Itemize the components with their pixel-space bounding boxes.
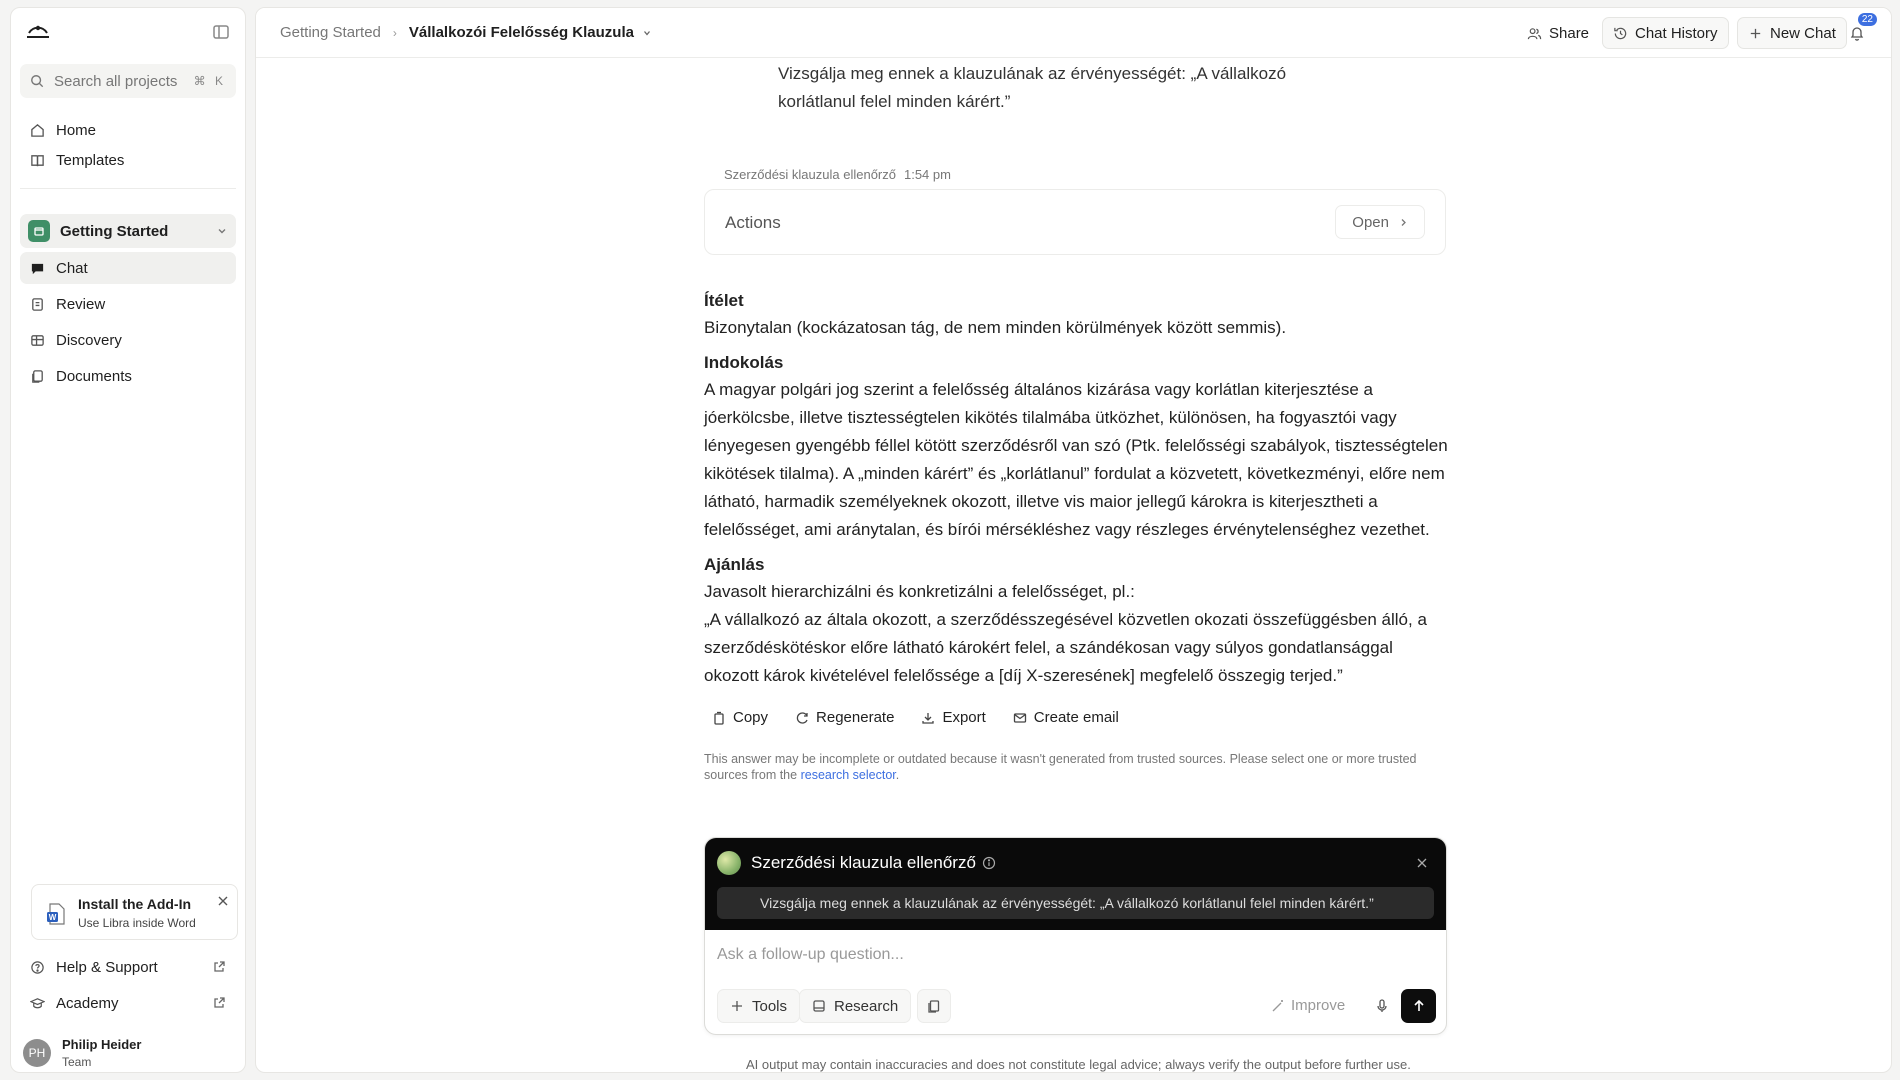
addin-title: Install the Add-In	[78, 896, 192, 912]
academy-label: Academy	[56, 994, 119, 1012]
sidebar-item-documents[interactable]	[20, 360, 236, 392]
legal-footer-note: AI output may contain inaccuracies and does not constitute legal advice; always verify the output before further use.	[746, 1057, 1411, 1072]
user-profile[interactable]	[23, 1037, 141, 1069]
copy-button[interactable]	[712, 709, 768, 726]
answer-heading: Ajánlás	[704, 555, 765, 574]
export-button[interactable]	[921, 709, 985, 726]
new-chat-label: New Chat	[1770, 24, 1836, 42]
history-icon	[1613, 26, 1628, 41]
assistant-name: Szerződési klauzula ellenőrző	[724, 167, 896, 182]
external-link-icon	[212, 996, 226, 1010]
document-icon	[927, 999, 941, 1013]
regenerate-label: Regenerate	[816, 709, 895, 726]
answer-heading: Ítélet	[704, 291, 744, 310]
tools-button[interactable]	[717, 989, 800, 1023]
actions-label: Actions	[725, 213, 781, 232]
svg-text:W: W	[48, 913, 57, 922]
help-label: Help & Support	[56, 958, 158, 976]
composer-toolbar	[717, 989, 1436, 1023]
sidebar-item-label: Discovery	[56, 331, 122, 349]
external-link-icon	[212, 960, 226, 974]
sidebar-item-chat[interactable]	[20, 252, 236, 284]
avatar: PH	[23, 1039, 51, 1067]
sidebar-item-home[interactable]	[20, 114, 236, 146]
project-name: Getting Started	[60, 222, 169, 240]
addin-promo[interactable]	[31, 884, 238, 940]
research-selector-link[interactable]: research selector	[800, 768, 896, 782]
help-icon	[30, 960, 45, 975]
chat-title[interactable]: Vállalkozói Felelősség Klauzula	[408, 24, 634, 41]
mail-icon	[1013, 711, 1027, 725]
chevron-down-icon	[216, 225, 228, 237]
share-label: Share	[1549, 24, 1590, 42]
tools-label: Tools	[752, 997, 788, 1015]
users-icon	[1527, 26, 1542, 41]
breadcrumb-separator-icon: ›	[392, 25, 397, 40]
wand-icon	[1271, 999, 1285, 1013]
answer-paragraph: Javasolt hierarchizálni és konkretizálni a felelősséget, pl.:	[704, 582, 1135, 601]
chevron-right-icon	[1399, 218, 1408, 227]
chat-history-button[interactable]	[1602, 17, 1729, 49]
search-icon	[30, 74, 44, 88]
breadcrumb	[280, 24, 652, 41]
answer-heading: Indokolás	[704, 353, 784, 372]
open-button[interactable]	[1335, 205, 1425, 239]
answer-paragraph: A magyar polgári jog szerint a felelősség általános kizárása vagy korlátlan kiterjesztése a jóerkölcsbe, illetve tisztességtelen kikötés tilalmába ütközhet, különösen, ha fogyasztói vagy lényegesen gyengébb féllel kötött szerződésről van szó (Ptk. felelősségi szabályok, tisztességtelen kikötések tilalma). A „minden kárért” és „korlátlanul” fordulat a közvetett, következményi, előre nem látható, harmadik személyeknek okozott, illetve vis maior jellegű károkra is kiterjesztheti a felelősséget, ami aránytalan, és bírói mérsékléshez vagy részleges érvénytelenséghez vezethet.	[704, 380, 1448, 539]
home-icon	[30, 123, 45, 138]
project-selector[interactable]	[20, 214, 236, 248]
refresh-icon	[795, 711, 809, 725]
research-label: Research	[834, 997, 899, 1015]
book-icon	[30, 153, 45, 168]
sidebar-item-templates[interactable]	[20, 144, 236, 176]
sidebar-item-label: Chat	[56, 259, 88, 277]
documents-icon	[30, 369, 45, 384]
improve-label: Improve	[1291, 997, 1346, 1014]
chevron-down-icon[interactable]	[642, 28, 652, 38]
new-chat-button[interactable]	[1737, 17, 1847, 49]
source-disclaimer	[704, 751, 1449, 783]
search-shortcut: ⌘ K	[193, 74, 226, 88]
search-placeholder: Search all projects	[54, 72, 178, 90]
sidebar-item-review[interactable]	[20, 288, 236, 320]
create-email-button[interactable]	[1013, 709, 1119, 726]
assistant-context-header	[705, 838, 1446, 930]
sidebar-item-label: Documents	[56, 367, 132, 385]
answer-paragraph: „A vállalkozó az általa okozott, a szerződésszegésével közvetlen okozati összefüggésben álló, a szerződéskötéskor előre látható károkért felel, a szándékosan vagy súlyos gondatlansággal okozott károk kivételével felelőssége a [díj X-szeresének] megfelelő összegig terjed.”	[704, 610, 1427, 685]
plus-icon	[1748, 26, 1763, 41]
close-icon[interactable]	[1416, 857, 1428, 869]
regenerate-button[interactable]	[795, 709, 894, 726]
bell-icon[interactable]	[1849, 25, 1865, 42]
breadcrumb-root[interactable]: Getting Started	[280, 24, 381, 41]
addin-subtitle: Use Libra inside Word	[78, 916, 196, 930]
chat-icon	[30, 261, 45, 276]
main-panel	[255, 7, 1892, 1073]
sidebar-item-label: Home	[56, 121, 97, 139]
search-input[interactable]	[20, 64, 236, 98]
app-logo-icon[interactable]	[25, 22, 51, 40]
improve-button[interactable]	[1271, 997, 1345, 1014]
sidebar-item-label: Review	[56, 295, 106, 313]
actions-card[interactable]	[704, 189, 1446, 255]
attach-document-button[interactable]	[917, 989, 951, 1023]
close-icon[interactable]	[217, 895, 229, 907]
research-button[interactable]	[799, 989, 911, 1023]
follow-up-input[interactable]: Ask a follow-up question...	[717, 946, 904, 963]
sidebar-collapse-icon[interactable]	[211, 22, 231, 42]
user-role: Team	[62, 1055, 92, 1069]
review-icon	[30, 297, 45, 312]
notification-badge: 22	[1858, 13, 1877, 26]
download-icon	[921, 711, 935, 725]
sidebar	[10, 7, 246, 1073]
answer-paragraph: Bizonytalan (kockázatosan tág, de nem minden körülmények között semmis).	[704, 318, 1287, 337]
share-button[interactable]	[1517, 17, 1599, 49]
topbar	[256, 8, 1891, 58]
message-timestamp: 1:54 pm	[903, 167, 951, 182]
user-name: Philip Heider	[62, 1037, 142, 1052]
assistant-meta	[724, 167, 951, 182]
academy-icon	[30, 996, 45, 1011]
plus-icon	[730, 999, 744, 1013]
export-label: Export	[942, 709, 986, 726]
send-button[interactable]	[1401, 989, 1436, 1023]
create-email-label: Create email	[1033, 709, 1119, 726]
database-icon	[812, 999, 826, 1013]
copy-label: Copy	[733, 709, 769, 726]
sidebar-divider	[20, 188, 236, 189]
project-icon	[28, 220, 50, 242]
sidebar-item-label: Templates	[56, 151, 125, 169]
answer-actions	[712, 709, 1119, 726]
academy-link[interactable]	[20, 987, 236, 1019]
chat-history-label: Chat History	[1635, 24, 1718, 42]
assistant-orb-icon	[717, 851, 741, 875]
user-message: Vizsgálja meg ennek a klauzulának az érvényességét: „A vállalkozó korlátlanul felel minden kárért.”	[778, 64, 1287, 111]
assistant-answer	[704, 288, 1449, 690]
copy-icon	[712, 711, 726, 725]
word-icon	[46, 903, 66, 925]
table-icon	[30, 333, 45, 348]
info-icon[interactable]	[982, 856, 996, 870]
composer	[704, 837, 1447, 1035]
assistant-prompt: Vizsgálja meg ennek a klauzulának az érvényességét: „A vállalkozó korlátlanul felel minden kárért.”	[717, 887, 1434, 919]
help-support-link[interactable]	[20, 951, 236, 983]
sidebar-item-discovery[interactable]	[20, 324, 236, 356]
arrow-up-icon	[1412, 999, 1426, 1013]
disclaimer-text: This answer may be incomplete or outdated because it wasn't generated from trusted sources. Please select one or more trusted sources from the	[704, 752, 1417, 782]
open-label: Open	[1352, 213, 1389, 231]
microphone-icon[interactable]	[1374, 998, 1390, 1014]
disclaimer-end: .	[895, 768, 900, 782]
assistant-title: Szerződési klauzula ellenőrző	[751, 853, 976, 872]
